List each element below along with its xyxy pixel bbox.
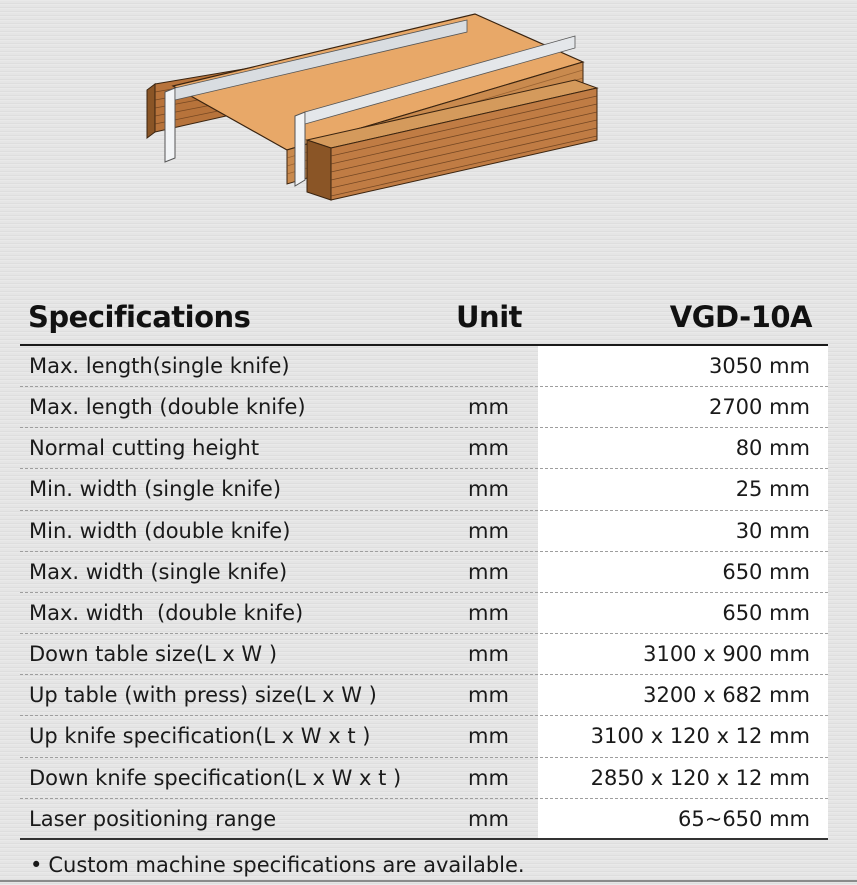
row-label: Up knife specification(L x W x t ): [29, 724, 371, 749]
table-row: [20, 428, 828, 469]
row-value: 650 mm: [722, 559, 810, 584]
table-row: [20, 511, 828, 552]
row-unit: mm: [468, 642, 509, 667]
row-value: 80 mm: [735, 436, 810, 461]
row-label: Normal cutting height: [29, 436, 260, 461]
row-label: Down table size(L x W ): [29, 642, 278, 667]
row-value: 3100 x 120 x 12 mm: [590, 724, 810, 749]
row-unit: mm: [468, 518, 509, 543]
row-unit: mm: [468, 806, 509, 831]
row-unit: mm: [468, 765, 509, 790]
row-label: Max. width (single knife): [29, 559, 288, 584]
header-specifications: Specifications: [28, 300, 251, 334]
row-value: 650 mm: [722, 600, 810, 625]
header-unit: Unit: [456, 300, 522, 334]
bullet-icon: •: [30, 853, 43, 877]
table-row: [20, 758, 828, 799]
row-label: Down knife specification(L x W x t ): [29, 765, 402, 790]
table-row: [20, 552, 828, 593]
row-value: 2850 x 120 x 12 mm: [590, 765, 810, 790]
row-unit: mm: [468, 477, 509, 502]
row-label: Max. length (double knife): [29, 395, 306, 420]
row-unit: mm: [468, 436, 509, 461]
bottom-divider: [0, 880, 857, 882]
table-row: [20, 799, 828, 840]
grooving-machine-illustration: [135, 0, 605, 210]
footnote-text: Custom machine specifications are available.: [48, 853, 525, 877]
table-row: [20, 346, 828, 387]
row-value: 3050 mm: [708, 354, 810, 378]
row-value: 3200 x 682 mm: [643, 683, 810, 708]
row-unit: mm: [468, 724, 509, 749]
row-unit: mm: [468, 559, 509, 584]
row-unit: mm: [468, 395, 509, 420]
spec-table: [20, 346, 828, 840]
table-row: [20, 634, 828, 675]
row-label: Min. width (double knife): [29, 518, 291, 543]
row-value: 25 mm: [735, 477, 810, 502]
header-model: VGD-10A: [669, 300, 812, 334]
row-label: Max. width (double knife): [29, 600, 304, 625]
table-row: [20, 593, 828, 634]
row-unit: mm: [468, 683, 509, 708]
row-value: 2700 mm: [708, 395, 810, 420]
row-value: 30 mm: [735, 518, 810, 543]
table-row: [20, 469, 828, 510]
table-row: [20, 716, 828, 757]
footnote: [30, 853, 525, 877]
row-value: 3100 x 900 mm: [643, 642, 810, 667]
row-label: Min. width (single knife): [29, 477, 282, 502]
row-label: Max. length(single knife): [29, 354, 290, 378]
table-header: [20, 292, 828, 346]
row-label: Laser positioning range: [29, 806, 277, 831]
row-label: Up table (with press) size(L x W ): [29, 683, 377, 708]
table-row: [20, 675, 828, 716]
row-unit: mm: [468, 600, 509, 625]
row-value: 65~650 mm: [678, 806, 810, 831]
table-row: [20, 387, 828, 428]
